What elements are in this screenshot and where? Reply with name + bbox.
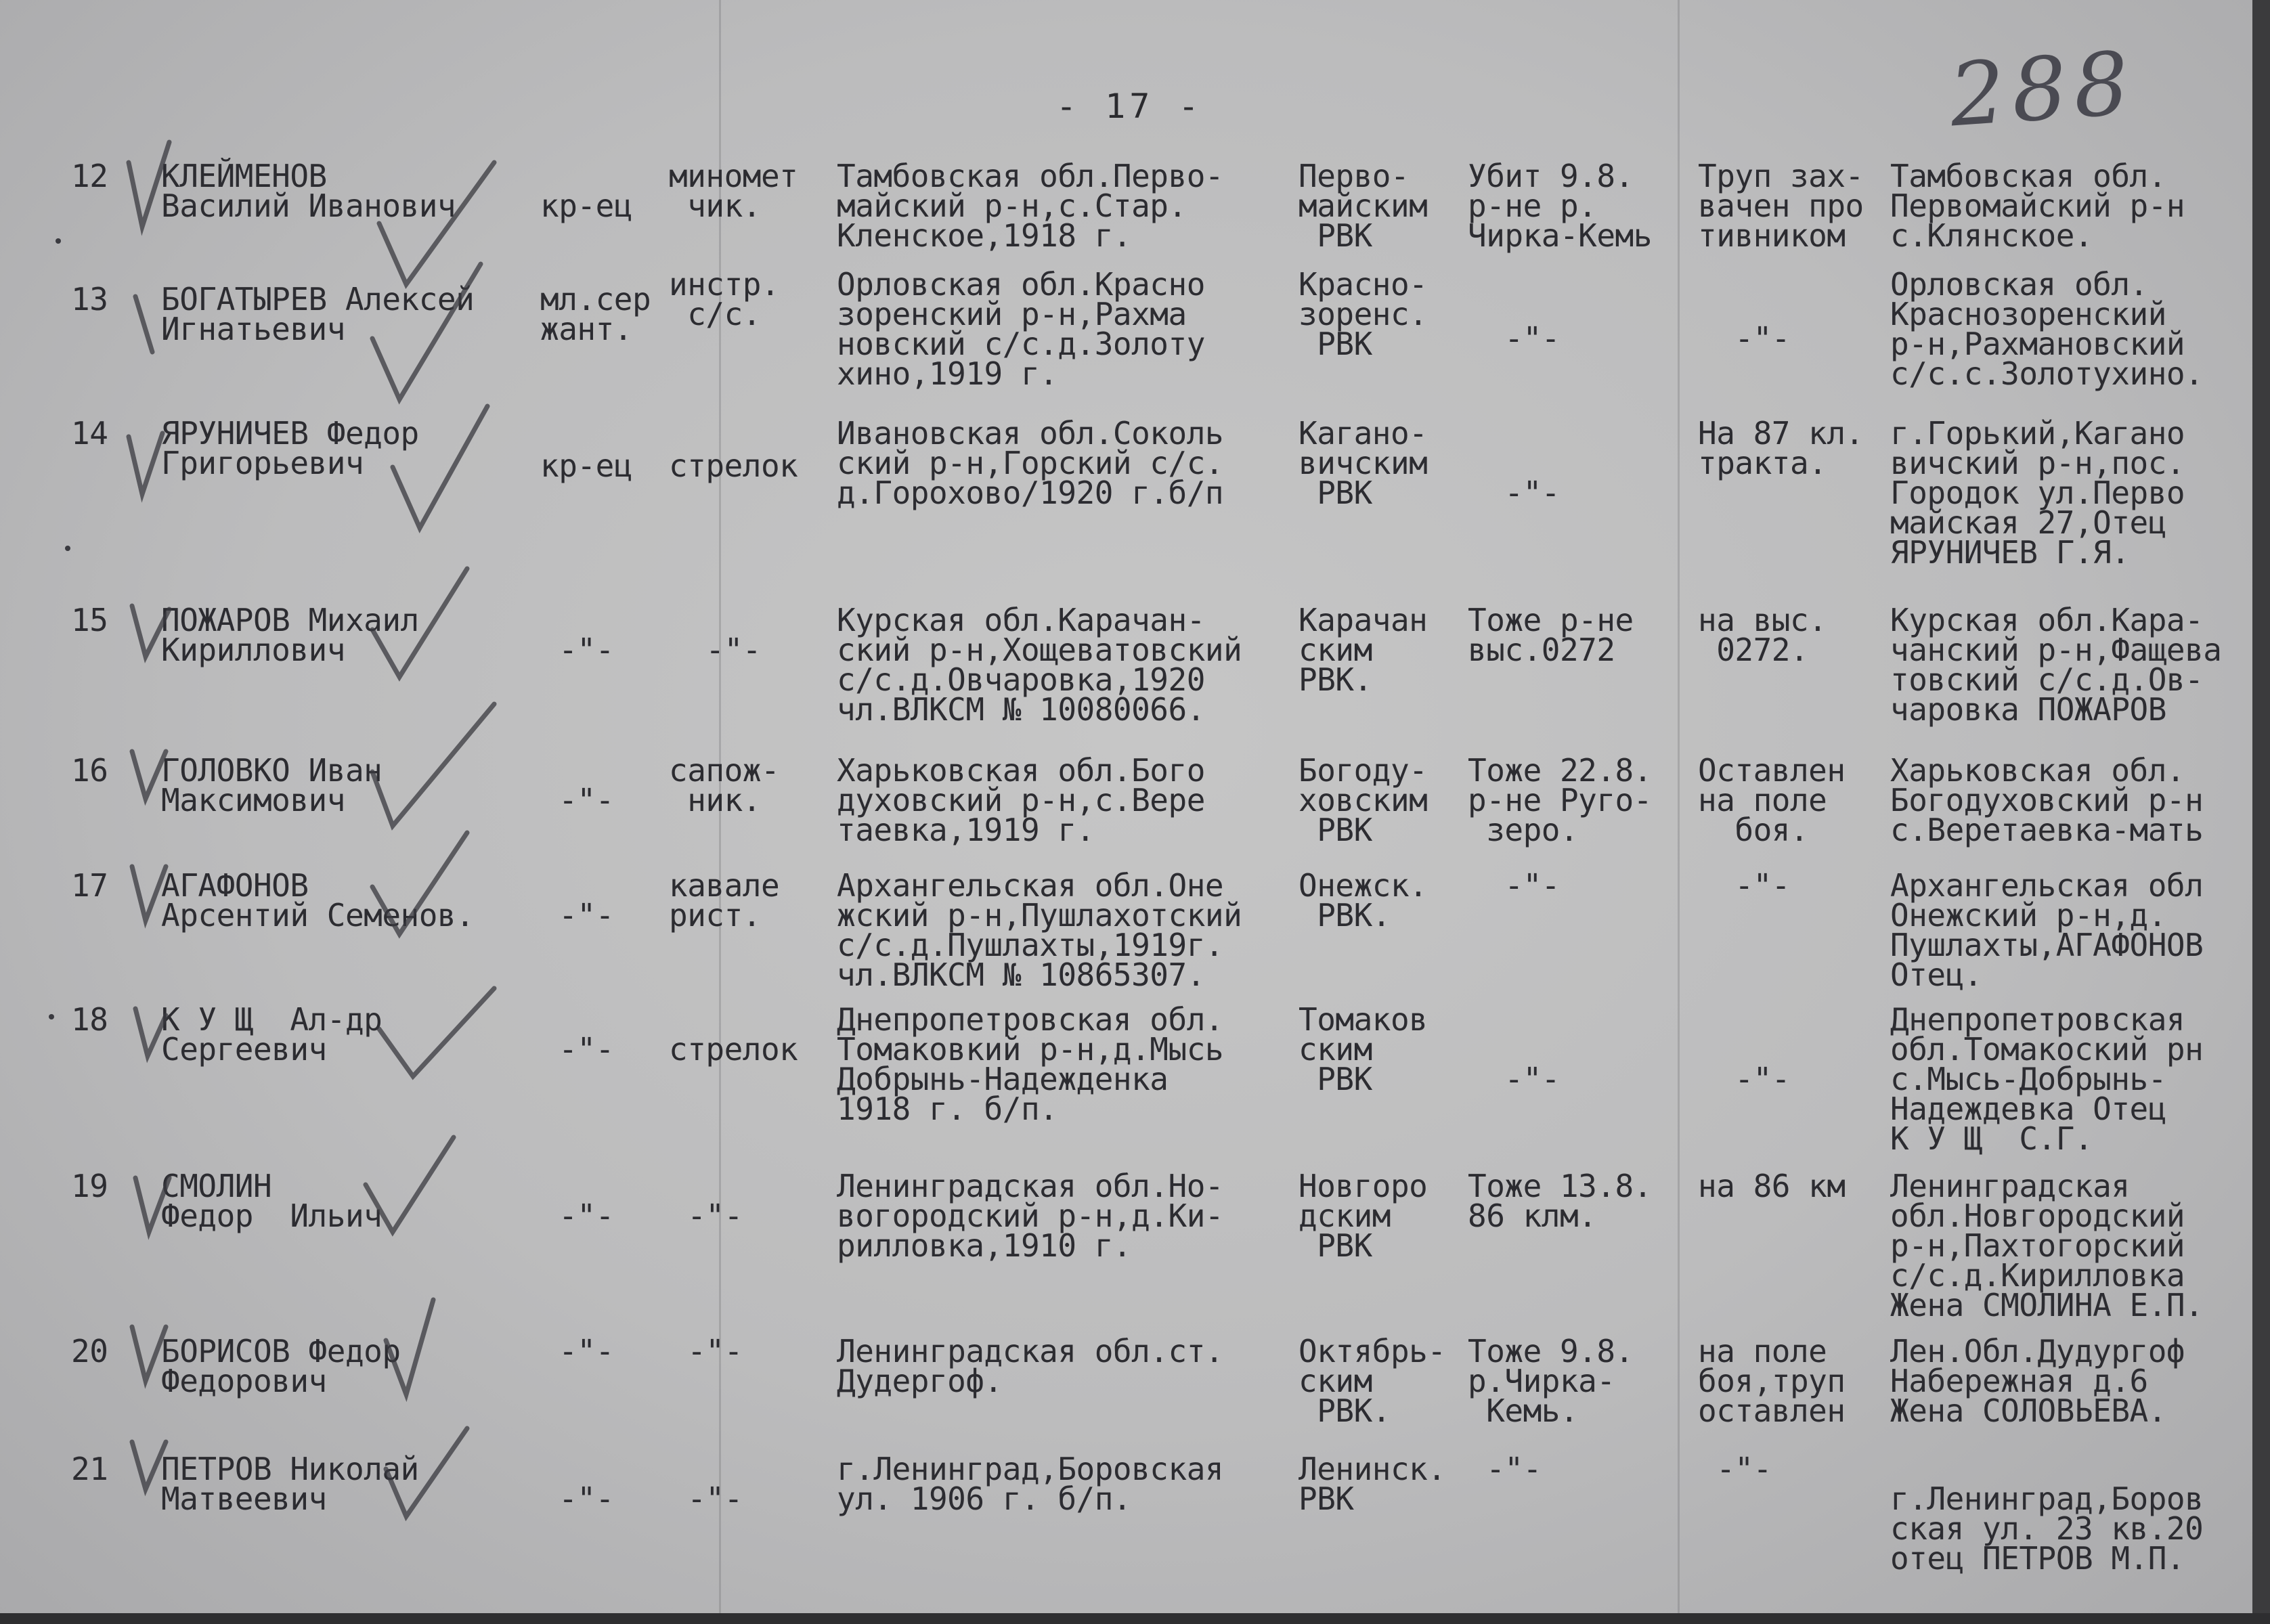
- row-number: 15: [71, 602, 108, 638]
- row-number: 17: [71, 867, 108, 904]
- birthplace: Тамбовская обл.Перво- майский р-н,с.Стар. Кленское,1918 г.: [837, 158, 1224, 254]
- burial-info: -"-: [1734, 1061, 1790, 1097]
- person-name: ЯРУНИЧЕВ Федор Григорьевич: [161, 415, 419, 481]
- relative-address: Тамбовская обл. Первомайский р-н с.Клянское.: [1890, 158, 2185, 254]
- burial-info: -"-: [1734, 320, 1790, 357]
- paper-fold: [1678, 0, 1680, 1624]
- burial-info: на 86 км: [1698, 1168, 1846, 1204]
- row-number: 18: [71, 1001, 108, 1038]
- burial-info: -"-: [1698, 1451, 1772, 1487]
- row-number: 14: [71, 415, 108, 452]
- rank: кр-ец: [540, 188, 632, 224]
- row-number: 20: [71, 1333, 108, 1369]
- specialty: -"-: [687, 1198, 743, 1234]
- specialty: миномет чик.: [669, 158, 798, 224]
- rank: -"-: [540, 1333, 614, 1369]
- birthplace: Харьковская обл.Бого духовский р-н,с.Вере таевка,1919 г.: [837, 752, 1205, 848]
- death-info: Убит 9.8. р-не р. Чирка-Кемь: [1468, 158, 1652, 254]
- relative-address: Харьковская обл. Богодуховский р-н с.Веретаевка-мать: [1890, 752, 2204, 848]
- birthplace: Орловская обл.Красно зоренский р-н,Рахма новский с/с.д.Золоту хино,1919 г.: [837, 266, 1205, 392]
- death-info: Тоже р-не выс.0272: [1468, 602, 1634, 668]
- draft-office: Онежск. РВК.: [1298, 867, 1428, 934]
- draft-office: Карачан ским РВК.: [1298, 602, 1428, 698]
- rank: -"-: [559, 1031, 614, 1068]
- rank: -"-: [559, 782, 614, 818]
- draft-office: Томаков ским РВК: [1298, 1001, 1428, 1097]
- birthplace: Ивановская обл.Соколь ский р-н,Горский с/с. д.Горохово/1920 г.б/п: [837, 415, 1224, 511]
- birthplace: Днепропетровская обл. Томаковкий р-н,д.Мысь Добрынь-Надежденка 1918 г. б/п.: [837, 1001, 1224, 1127]
- draft-office: Октябрь- ским РВК.: [1298, 1333, 1446, 1429]
- person-name: АГАФОНОВ Арсентий Семенов.: [161, 867, 475, 934]
- ink-dot: [56, 238, 61, 244]
- death-info: -"-: [1504, 475, 1560, 511]
- relative-address: г.Ленинград,Боров ская ул. 23 кв.20 отец ПЕТРОВ М.П.: [1890, 1480, 2204, 1577]
- burial-info: на выс. 0272.: [1698, 602, 1827, 668]
- archive-number: 288: [1946, 32, 2139, 147]
- burial-info: на поле боя,труп оставлен: [1698, 1333, 1846, 1429]
- specialty: -"-: [687, 1480, 743, 1517]
- burial-info: Оставлен на поле боя.: [1698, 752, 1846, 848]
- draft-office: Кагано- вичским РВК: [1298, 415, 1428, 511]
- relative-address: Лен.Обл.Дудургоф Набережная д.6 Жена СОЛОВЬЕВА.: [1890, 1333, 2185, 1429]
- birthplace: Ленинградская обл.ст. Дудергоф.: [837, 1333, 1224, 1399]
- specialty: -"-: [669, 1333, 743, 1369]
- birthplace: Архангельская обл.Оне жский р-н,Пушлахотский с/с.д.Пушлахты,1919г. чл.ВЛКСМ № 10865307.: [837, 867, 1242, 993]
- relative-address: Орловская обл. Краснозоренский р-н,Рахмановский с/с.с.Золотухино.: [1890, 266, 2204, 392]
- draft-office: Богоду- ховским РВК: [1298, 752, 1428, 848]
- relative-address: г.Горький,Кагано вичский р-н,пос. Городок ул.Перво майская 27,Отец ЯРУНИЧЕВ Г.Я.: [1890, 415, 2185, 571]
- death-info: -"-: [1468, 1451, 1542, 1487]
- scan-edge: [2252, 0, 2270, 1624]
- relative-address: Ленинградская обл.Новгородский р-н,Пахтогорский с/с.д.Кирилловка Жена СМОЛИНА Е.П.: [1890, 1168, 2204, 1323]
- specialty: кавале рист.: [669, 867, 780, 934]
- death-info: Тоже 13.8. 86 клм.: [1468, 1168, 1652, 1234]
- person-name: КЛЕЙМЕНОВ Василий Иванович: [161, 158, 456, 224]
- death-info: -"-: [1504, 320, 1560, 357]
- rank: мл.сер жант.: [540, 281, 651, 347]
- birthplace: г.Ленинград,Боровская ул. 1906 г. б/п.: [837, 1451, 1224, 1517]
- specialty: сапож- ник.: [669, 752, 780, 818]
- checkmark-icons: [115, 81, 521, 1571]
- rank: -"-: [559, 1480, 614, 1517]
- death-info: -"-: [1504, 1061, 1560, 1097]
- person-name: ПОЖАРОВ Михаил Кириллович: [161, 602, 419, 668]
- birthplace: Курская обл.Карачан- ский р-н,Хощеватовский с/с.д.Овчаровка,1920 чл.ВЛКСМ № 10080066.: [837, 602, 1242, 728]
- specialty: стрелок: [669, 447, 798, 484]
- draft-office: Ленинск. РВК: [1298, 1451, 1446, 1517]
- rank: -"-: [559, 897, 614, 934]
- person-name: БОГАТЫРЕВ Алексей Игнатьевич: [161, 281, 475, 347]
- birthplace: Ленинградская обл.Но- вогородский р-н,д.Ки- рилловка,1910 г.: [837, 1168, 1224, 1264]
- person-name: ГОЛОВКО Иван Максимович: [161, 752, 383, 818]
- specialty: -"-: [705, 632, 761, 668]
- page-number: - 17 -: [1056, 87, 1203, 126]
- scan-edge: [0, 1613, 2270, 1624]
- row-number: 21: [71, 1451, 108, 1487]
- burial-info: -"-: [1698, 867, 1790, 904]
- row-number: 13: [71, 281, 108, 317]
- death-info: Тоже 9.8. р.Чирка- Кемь.: [1468, 1333, 1634, 1429]
- death-info: Тоже 22.8. р-не Руго- зеро.: [1468, 752, 1652, 848]
- draft-office: Перво- майским РВК: [1298, 158, 1428, 254]
- rank: -"-: [559, 1198, 614, 1234]
- row-number: 16: [71, 752, 108, 789]
- draft-office: Красно- зоренс. РВК: [1298, 266, 1428, 362]
- death-info: -"-: [1468, 867, 1560, 904]
- ink-dot: [65, 546, 70, 551]
- relative-address: Архангельская обл Онежский р-н,д. Пушлахты,АГАФОНОВ Отец.: [1890, 867, 2204, 993]
- relative-address: Днепропетровская обл.Томакоский рн с.Мысь-Добрынь- Надеждевка Отец К У Щ С.Г.: [1890, 1001, 2204, 1157]
- burial-info: На 87 кл. тракта.: [1698, 415, 1864, 481]
- specialty: стрелок: [669, 1031, 798, 1068]
- row-number: 12: [71, 158, 108, 194]
- row-number: 19: [71, 1168, 108, 1204]
- person-name: ПЕТРОВ Николай Матвеевич: [161, 1451, 419, 1517]
- draft-office: Новгоро дским РВК: [1298, 1168, 1428, 1264]
- person-name: БОРИСОВ Федор Федорович: [161, 1333, 401, 1399]
- burial-info: Труп зах- вачен про тивником: [1698, 158, 1864, 254]
- person-name: К У Щ Ал-др Сергеевич: [161, 1001, 383, 1068]
- ink-dot: [49, 1014, 54, 1019]
- relative-address: Курская обл.Кара- чанский р-н,Фащева товский с/с.д.Ов- чаровка ПОЖАРОВ: [1890, 602, 2222, 728]
- rank: -"-: [559, 632, 614, 668]
- person-name: СМОЛИН Федор Ильич: [161, 1168, 383, 1234]
- specialty: инстр. с/с.: [669, 266, 780, 332]
- rank: кр-ец: [540, 447, 632, 484]
